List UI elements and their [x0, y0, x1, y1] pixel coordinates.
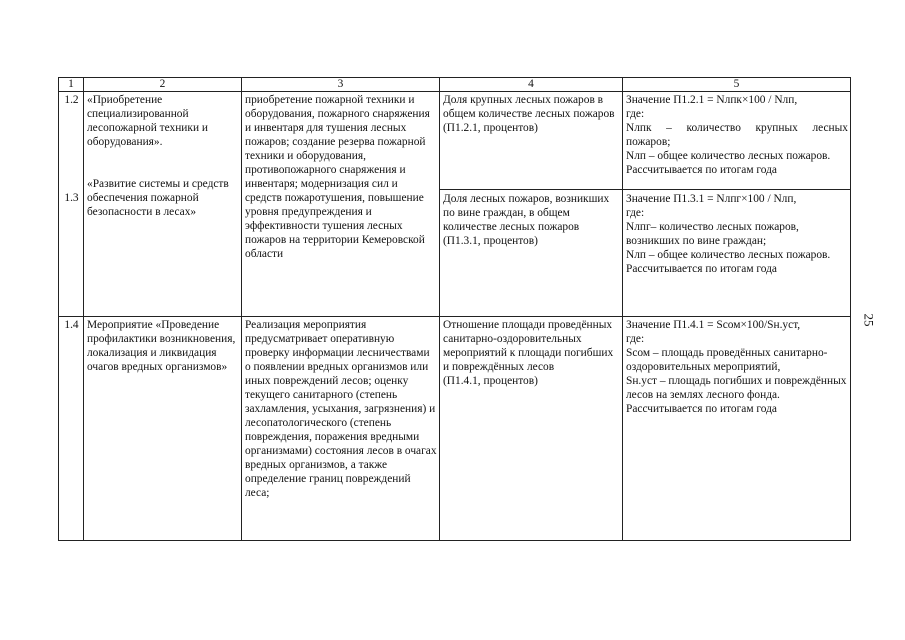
header-cell: 3	[242, 78, 440, 92]
page-number: 25	[861, 313, 877, 327]
formula-line: где:	[626, 207, 645, 219]
table-row	[59, 92, 851, 317]
activity-cell	[84, 92, 242, 317]
formula-line: Рассчитывается по итогам года	[626, 403, 777, 415]
indicator-cell	[440, 317, 623, 541]
row-number-cell	[59, 92, 84, 317]
header-cell: 5	[623, 78, 851, 92]
formula-cell	[623, 317, 851, 541]
activity-name: «Приобретение специализированной лесопожарной техники и оборудования».	[87, 94, 208, 148]
formula-line: Nлпк – количество крупных лесных пожаров;	[626, 122, 848, 148]
header-cell: 2	[84, 78, 242, 92]
row-number: 1.4	[64, 319, 79, 331]
header-cell: 4	[440, 78, 623, 92]
formula-line: где:	[626, 333, 645, 345]
activity-description: Реализация мероприятия предусматривает оперативную проверку информации лесничествами о появлении вредных организмов или иных повреждений лесов; оценку текущего санитарного (степень захламления, усыхания, загрязнения) и лесопатологического (степень повреждения, поражения вредными организмами) состояния лесов в очагах вредных организмов, а также определение границ повреждений леса;	[245, 319, 437, 499]
indicator-cell	[440, 92, 623, 317]
activity-name: «Развитие системы и средств обеспечения пожарной безопасности в лесах»	[87, 178, 229, 218]
formula-line: Значение П1.2.1 = Nлпк×100 / Nлп,	[626, 94, 798, 106]
formula-cell	[623, 92, 851, 317]
activity-cell	[84, 317, 242, 541]
formula-line: Nлп – общее количество лесных пожаров.	[626, 249, 831, 261]
table-header-row	[59, 78, 851, 92]
formula-line: где:	[626, 108, 645, 120]
row-number-cell	[59, 317, 84, 541]
formula-block	[623, 92, 850, 189]
table-row	[59, 317, 851, 541]
formula-line: Nлпг– количество лесных пожаров, возникших по вине граждан;	[626, 221, 799, 247]
header-cell: 1	[59, 78, 84, 92]
row-number: 1.3	[64, 192, 79, 204]
formula-line: Значение П1.4.1 = Sсом×100/Sн.уст,	[626, 319, 801, 331]
indicator-name: Отношение площади проведённых санитарно-оздоровительных мероприятий к площади погибших и повреждённых лесов (П1.4.1, процентов)	[443, 319, 614, 387]
description-cell	[242, 92, 440, 317]
formula-line: Nлп – общее количество лесных пожаров.	[626, 150, 831, 162]
indicator-name: Доля крупных лесных пожаров в общем количестве лесных пожаров (П1.2.1, процентов)	[443, 94, 615, 134]
formula-line: Значение П1.3.1 = Nлпг×100 / Nлп,	[626, 193, 797, 205]
description-cell	[242, 317, 440, 541]
formula-line: Sн.уст – площадь погибших и повреждённых лесов на землях лесного фонда.	[626, 375, 847, 401]
indicator-name: Доля лесных пожаров, возникших по вине граждан, в общем количестве лесных пожаров (П1.3.1, процентов)	[440, 189, 622, 248]
formula-line: Sсом – площадь проведённых санитарно-оздоровительных мероприятий,	[626, 347, 828, 373]
row-number: 1.2	[64, 94, 79, 106]
activity-name: Мероприятие «Проведение профилактики возникновения, локализация и ликвидация очагов вредных организмов»	[87, 319, 236, 373]
formula-block	[623, 189, 850, 276]
formula-line: Рассчитывается по итогам года	[626, 164, 777, 176]
indicators-table	[58, 77, 851, 541]
activity-description: приобретение пожарной техники и оборудования, пожарного снаряжения и инвентаря для тушения лесных пожаров; создание резерва пожарной техники и оборудования, противопожарного снаряжения и инвентаря; модернизация сил и средств пожаротушения, повышение уровня предупреждения и эффективности тушения лесных пожаров на территории Кемеровской области	[245, 94, 430, 260]
formula-line: Рассчитывается по итогам года	[626, 263, 777, 275]
